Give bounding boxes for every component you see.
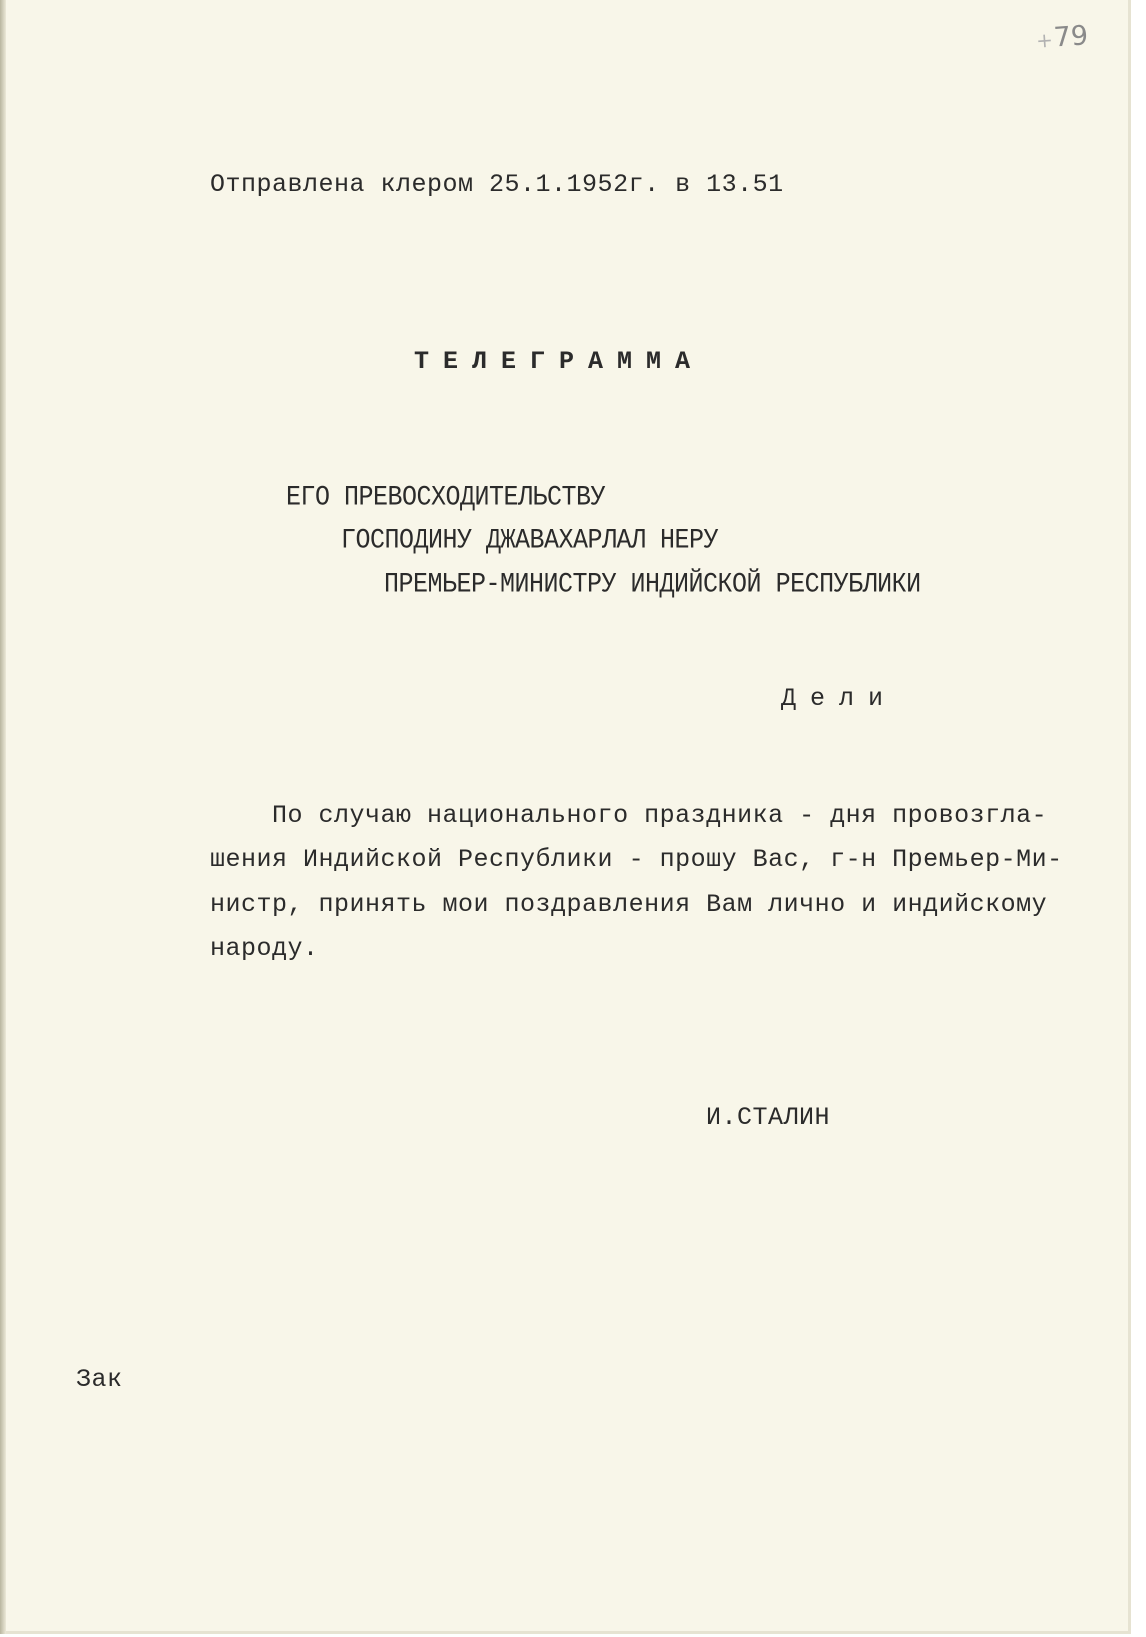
body-line-2: шения Индийской Республики - прошу Вас, г-н Премьер-Ми-	[210, 845, 1063, 874]
address-line-1: ЕГО ПРЕВОСХОДИТЕЛЬСТВУ	[286, 481, 606, 514]
address-line-3: ПРЕМЬЕР-МИНИСТРУ ИНДИЙСКОЙ РЕСПУБЛИКИ	[384, 568, 921, 601]
footer-note: Зак	[76, 1365, 123, 1394]
signature: И.СТАЛИН	[706, 1103, 831, 1132]
folio-number	[1035, 20, 1089, 55]
page-edge-shadow	[0, 0, 6, 1634]
destination-city: Дели	[781, 684, 898, 713]
sent-note: Отправлена клером 25.1.1952г. в 13.51	[210, 170, 784, 199]
body-line-3: нистр, принять мои поздравления Вам лично и индийскому	[210, 890, 1048, 919]
folio-number-text: 79	[1052, 20, 1090, 54]
body-line-1: По случаю национального праздника - дня провозгла-	[210, 801, 1048, 830]
body-line-4: народу.	[210, 934, 319, 963]
document-title: ТЕЛЕГРАММА	[414, 347, 705, 376]
folio-mark: +	[1035, 27, 1054, 53]
address-line-2: ГОСПОДИНУ ДЖАВАХАРЛАЛ НЕРУ	[341, 524, 719, 557]
